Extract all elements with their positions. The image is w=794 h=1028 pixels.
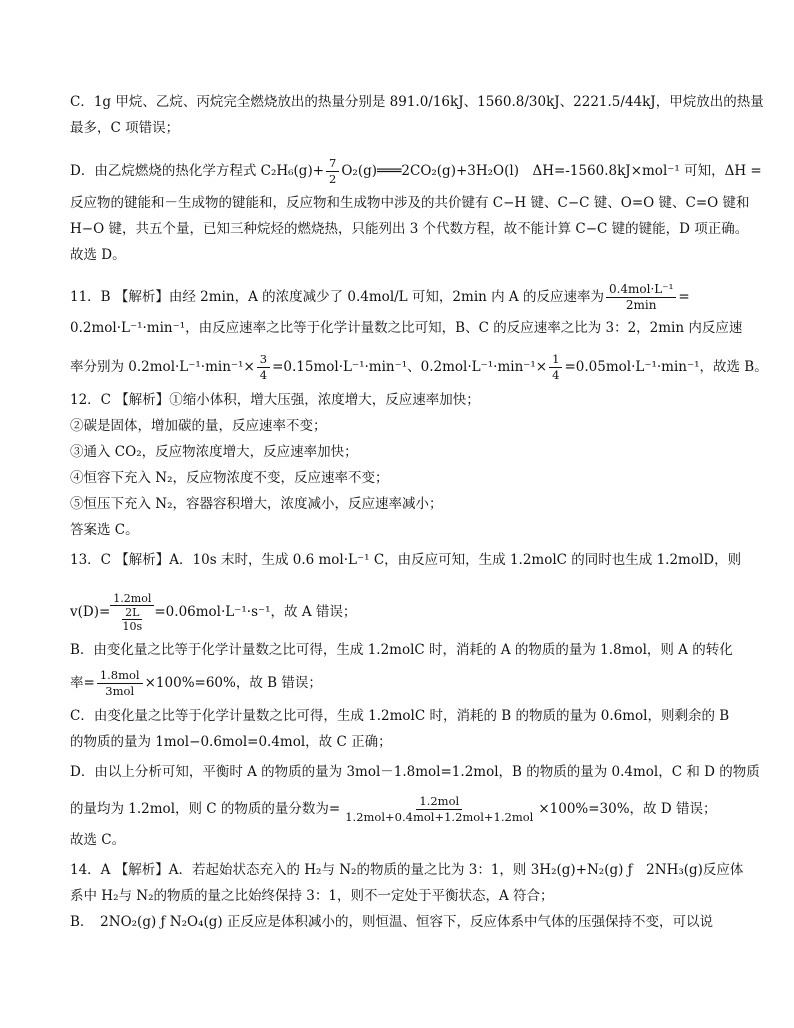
q13-line2-post: =0.06mol·L⁻¹·s⁻¹，故 A 错误；: [154, 604, 357, 620]
q13-line-4: [70, 668, 730, 699]
d-item-line-1: [70, 156, 762, 187]
q11-fraction-3-4: [257, 352, 270, 383]
q13-nested-mid: 2L: [122, 606, 142, 620]
q13-line-3: B．由变化量之比等于化学计量数之比可得，生成 1.2molC 时，消耗的 A 的物质的量为 1.8mol，则 A 的转化: [70, 642, 733, 658]
q13-nested-fraction: [110, 592, 154, 633]
q11-fraction-3-4-num: 3: [257, 352, 270, 368]
q13-line-6: 的物质的量为 1mol−0.6mol=0.4mol，故 C 正确；: [70, 734, 392, 750]
q13-line8-pre: 的量均为 1.2mol，则 C 的物质的量分数为=: [70, 801, 341, 817]
d-item-fraction: [326, 156, 339, 187]
q12-line-1: 12．C 【解析】①缩小体积，增大压强，浓度增大，反应速率加快；: [70, 392, 480, 408]
q11-line-3: [70, 352, 768, 383]
q13-conversion-fraction: [97, 668, 143, 699]
c-item-line-1: C．1g 甲烷、乙烷、丙烷完全燃烧放出的热量分别是 891.0/16kJ、1560.8/30kJ、2221.5/44kJ，甲烷放出的热量: [70, 94, 764, 110]
d-item-fraction-num: 7: [326, 156, 339, 172]
q13-line-1: 13．C 【解析】A．10s 末时，生成 0.6 mol·L⁻¹ C，由反应可知，生成 1.2molC 的同时也生成 1.2molD，则: [70, 552, 742, 568]
d-item-line-3: H−O 键，共五个量，已知三种烷烃的燃烧热，只能列出 3 个代数方程，故不能计算 C−C 键的键能，D 项正确。: [70, 221, 749, 237]
q11-line-1: [70, 282, 730, 313]
q11-fraction-1-4: [549, 352, 562, 383]
q14-line-3: B． 2NO₂(g) ƒ N₂O₄(g) 正反应是体积减小的，则恒温、恒容下，反应体系中气体的压强保持不变，可以说: [70, 914, 713, 930]
q13-line-8: [70, 794, 730, 825]
q11-equals: =: [678, 289, 690, 305]
q11-fraction-3-4-den: 4: [259, 368, 268, 382]
q13-line4-post: ×100%=60%，故 B 错误；: [144, 675, 322, 691]
q13-vd-label: v(D)=: [70, 604, 111, 620]
q13-line8-post: ×100%=30%，故 D 错误；: [538, 801, 717, 817]
q13-line-7: D．由以上分析可知，平衡时 A 的物质的量为 3mol－1.8mol=1.2mol，B 的物质的量为 0.4mol，C 和 D 的物质: [70, 764, 760, 780]
q11-fraction-den: 2min: [625, 298, 657, 312]
q14-line-2: 系中 H₂与 N₂的物质的量之比始终保持 3：1，则不一定处于平衡状态，A 符合；: [70, 888, 554, 904]
q13-nested-num: 1.2mol: [110, 592, 154, 606]
q13-conversion-label: 率=: [70, 675, 95, 691]
q12-line-2: ②碳是固体，增加碳的量，反应速率不变；: [70, 418, 327, 434]
q13-conversion-den: 3mol: [105, 684, 135, 698]
q13-fraction-mole-num: 1.2mol: [416, 794, 462, 810]
d-item-line-4: 故选 D。: [70, 247, 126, 263]
q13-conversion-num: 1.8mol: [97, 668, 143, 684]
q13-line-9: 故选 C。: [70, 832, 126, 848]
q12-line-6: 答案选 C。: [70, 522, 139, 538]
q12-line-5: ⑤恒压下充入 N₂，容器容积增大，浓度减小，反应速率减小；: [70, 496, 443, 512]
q11-fraction-1-4-den: 4: [552, 368, 560, 382]
q11-fraction-1-4-num: 1: [549, 352, 562, 368]
q11-line-2: 0.2mol·L⁻¹·min⁻¹，由反应速率之比等于化学计量数之比可知，B、C 的反应速率之比为 3：2，2min 内反应速: [70, 320, 743, 336]
q11-fraction: [606, 282, 676, 313]
q13-fraction-mole: [342, 794, 536, 825]
q11-text-pre: 11．B 【解析】由经 2min，A 的浓度减少了 0.4mol/L 可知，2min 内 A 的反应速率为: [70, 289, 604, 305]
q11-line3-pre: 率分别为 0.2mol·L⁻¹·min⁻¹×: [70, 359, 255, 375]
q12-line-3: ③通入 CO₂，反应物浓度增大，反应速率加快；: [70, 444, 358, 460]
q12-line-4: ④恒容下充入 N₂，反应物浓度不变，反应速率不变；: [70, 470, 389, 486]
q11-line3-post: =0.05mol·L⁻¹·min⁻¹，故选 B。: [564, 359, 768, 375]
q13-fraction-mole-den: 1.2mol+0.4mol+1.2mol+1.2mol: [345, 810, 534, 824]
q13-nested-den: 10s: [122, 620, 143, 633]
q13-line-2: [70, 592, 730, 633]
q11-fraction-num: 0.4mol·L⁻¹: [606, 282, 676, 298]
q13-line-5: C．由变化量之比等于化学计量数之比可得，生成 1.2molC 时，消耗的 B 的物质的量为 0.6mol，则剩余的 B: [70, 708, 730, 724]
d-item-line-2: 反应物的键能和－生成物的键能和，反应物和生成物中涉及的共价键有 C−H 键、C−C 键、O=O 键、C=O 键和: [70, 195, 750, 211]
q11-line3-mid: =0.15mol·L⁻¹·min⁻¹、0.2mol·L⁻¹·min⁻¹×: [272, 359, 548, 375]
q14-line-1: 14．A 【解析】A．若起始状态充入的 H₂与 N₂的物质的量之比为 3：1，则 3H₂(g)+N₂(g) ƒ 2NH₃(g)反应体: [70, 862, 744, 878]
d-item-fraction-den: 2: [329, 172, 337, 186]
c-item-line-2: 最多，C 项错误；: [70, 120, 180, 136]
d-item-text-pre: D．由乙烷燃烧的热化学方程式 C₂H₆(g)+: [70, 163, 325, 179]
d-item-text-post: O₂(g)═══2CO₂(g)+3H₂O(l) ΔH=-1560.8kJ×mol⁻¹ 可知，ΔH =: [341, 163, 762, 179]
